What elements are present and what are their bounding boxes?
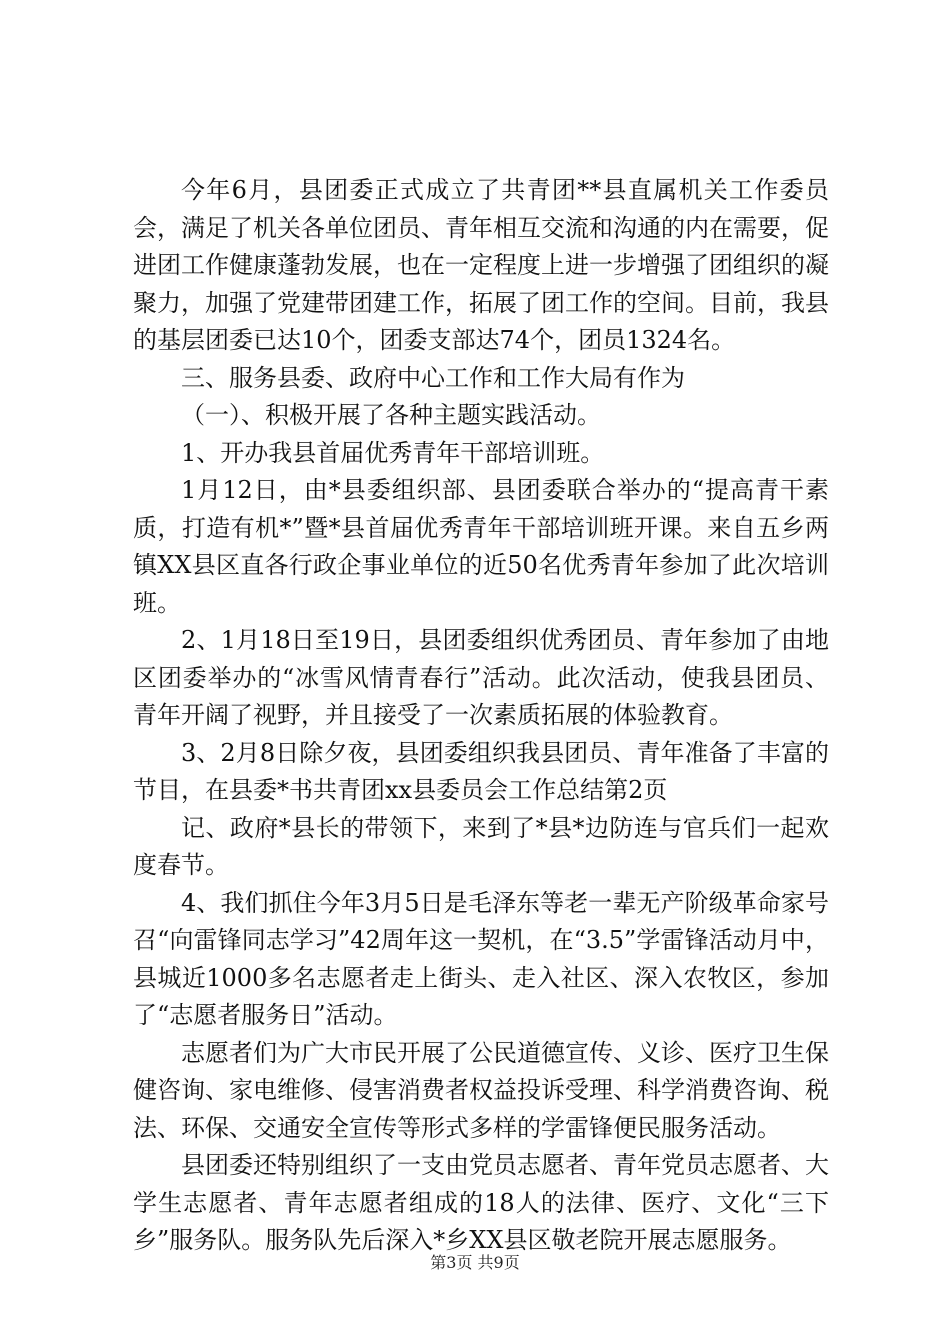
item-heading-1: 1、开办我县首届优秀青年干部培训班。 xyxy=(181,438,605,467)
paragraph-service-team: 县团委还特别组织了一支由党员志愿者、青年党员志愿者、大学生志愿者、青年志愿者组成的18人的法律、医疗、文化“三下乡”服务队。服务队先后深入*乡XX县区敬老院开展志愿服务。 xyxy=(133,1151,829,1254)
paragraph-item-2: 2、1月18日至19日，县团委组织优秀团员、青年参加了由地区团委举办的“冰雪风情青春行”活动。此次活动，使我县团员、青年开阔了视野，并且接受了一次素质拓展的体验教育。 xyxy=(133,626,829,729)
paragraph-training-class: 1月12日，由*县委组织部、县团委联合举办的“提高青干素质，打造有机*”暨*县首届优秀青年干部培训班开课。来自五乡两镇XX县区直各行政企事业单位的近50名优秀青年参加了此次培训班。 xyxy=(133,476,829,617)
paragraph-item-3: 3、2月8日除夕夜，县团委组织我县团员、青年准备了丰富的节目，在县委*书共青团xx县委员会工作总结第2页 xyxy=(133,738,829,804)
paragraph-item-3-continued: 记、政府*县长的带领下，来到了*县*边防连与官兵们一起欢度春节。 xyxy=(133,813,829,879)
paragraph-volunteer-services: 志愿者们为广大市民开展了公民道德宣传、义诊、医疗卫生保健咨询、家电维修、侵害消费者权益投诉受理、科学消费咨询、税法、环保、交通安全宣传等形式多样的学雷锋便民服务活动。 xyxy=(133,1038,829,1142)
document-body xyxy=(133,172,829,1260)
subsection-heading-1: （一）、积极开展了各种主题实践活动。 xyxy=(181,401,601,429)
page-footer: 第3页 共9页 xyxy=(430,1253,520,1272)
paragraph-committee-founding: 今年6月，县团委正式成立了共青团**县直属机关工作委员会，满足了机关各单位团员、青年相互交流和沟通的内在需要，促进团工作健康蓬勃发展，也在一定程度上进一步增强了团组织的凝聚力，加强了党建带团建工作，拓展了团工作的空间。目前，我县的基层团委已达10个，团委支部达74个，团员1324名。 xyxy=(133,176,829,354)
section-heading-3: 三、服务县委、政府中心工作和工作大局有作为 xyxy=(181,363,685,392)
paragraph-item-4: 4、我们抓住今年3月5日是毛泽东等老一辈无产阶级革命家号召“向雷锋同志学习”42周年这一契机，在“3.5”学雷锋活动月中，县城近1000多名志愿者走上街头、走入社区、深入农牧区，参加了“志愿者服务日”活动。 xyxy=(133,888,829,1029)
